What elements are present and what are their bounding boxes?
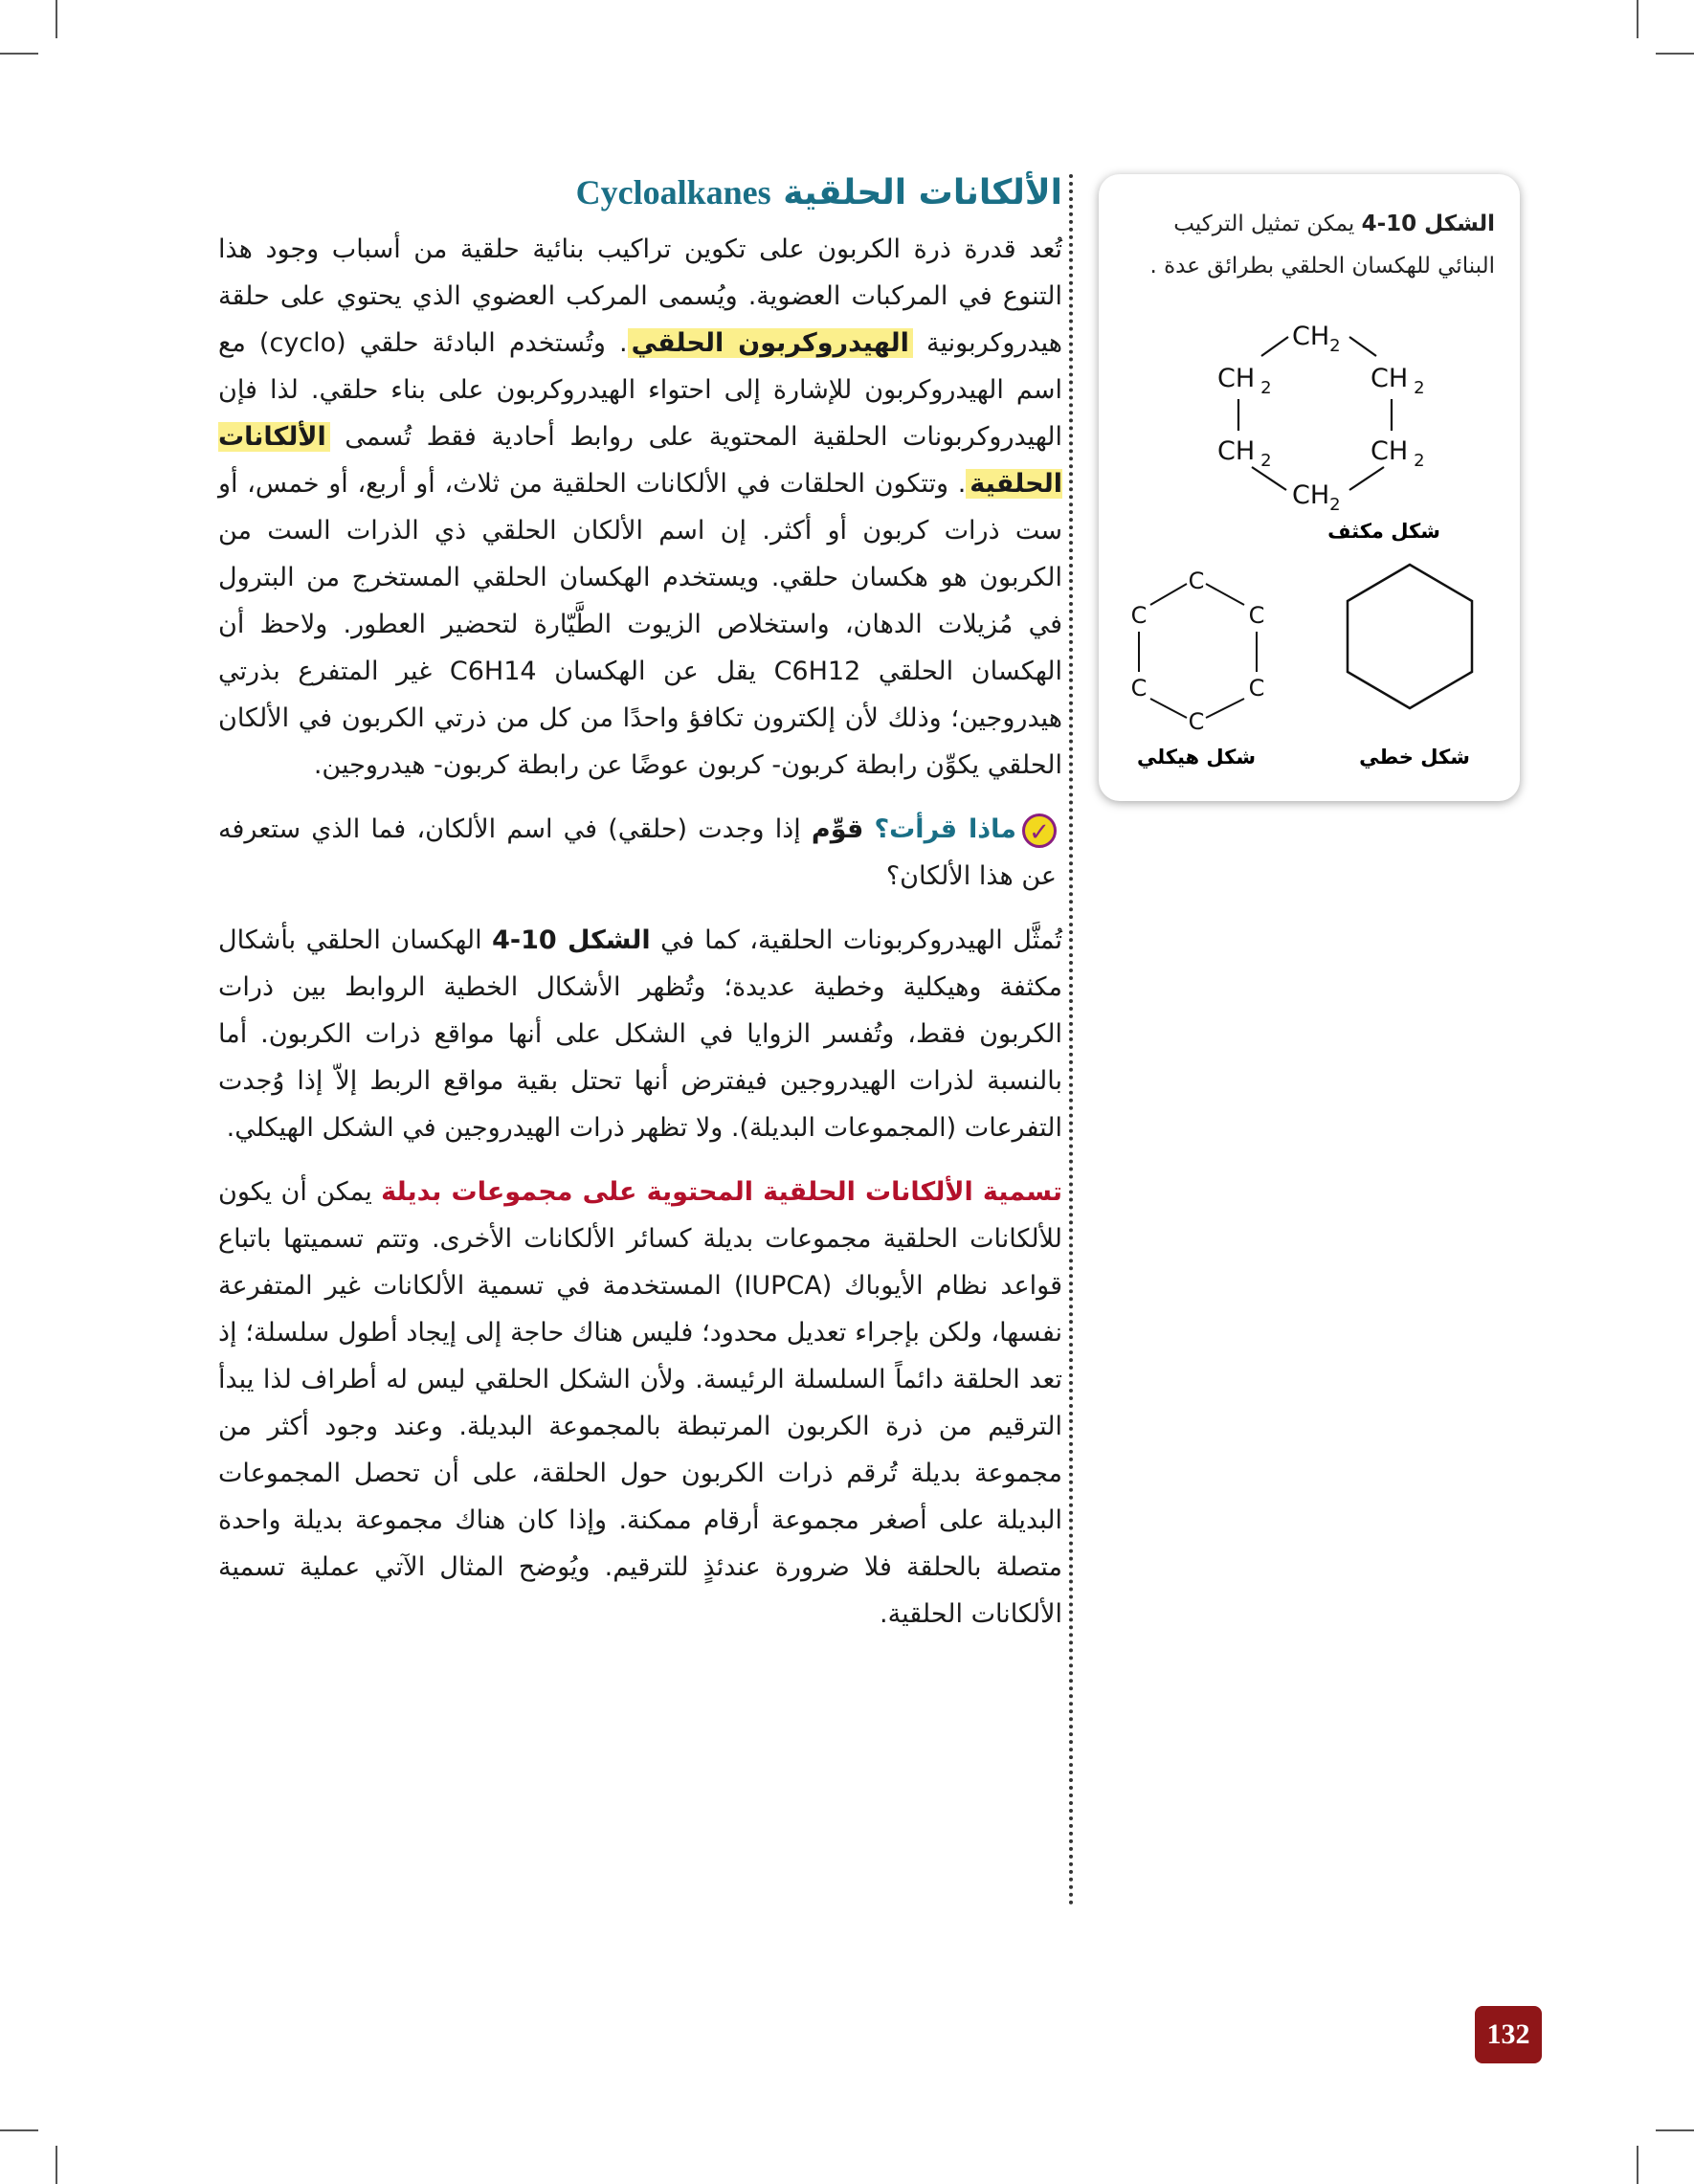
reading-check-label: ماذا قرأت؟ [874, 814, 1016, 844]
iupac-abbr: (IUPCA) [733, 1271, 833, 1301]
key-term-cyclic-hydrocarbon: الهيدروكربون الحلقي [628, 328, 913, 358]
c-top: C [1188, 568, 1205, 594]
reading-check-question: إذا وجدت (حلقي) في اسم الألكان، فما الذي ستعرفه عن هذا الألكان؟ [218, 814, 1057, 891]
prefix-cyclo: (cyclo) [258, 328, 346, 358]
page-number: 132 [1475, 2006, 1542, 2063]
main-column [218, 172, 1062, 1655]
ch2-lower-right: CH $_2$ [1371, 436, 1425, 471]
text-span: يمكن أن يكون للألكانات الحلقية مجموعات بديلة كسائر الألكانات الأخرى. وتتم تسميتها باتباع قواعد نظام الأيوباك [218, 1177, 1062, 1301]
text-span: غير المتفرع بذرتي هيدروجين؛ وذلك لأن إلكترون تكافؤ واحدًا من كل من ذرتي الكربون في الألكان الحلقي يكوِّن رابطة كربون- كربون عوضًا عن رابطة كربون- هيدروجين. [218, 657, 1062, 780]
section-title [218, 172, 1062, 212]
crop-mark [56, 0, 57, 38]
section-title-english: Cycloalkanes [575, 173, 771, 212]
hexagon-line-structure [1348, 565, 1472, 708]
subheading-substituted-cycloalkanes: تسمية الألكانات الحلقية المحتوية على مجموعات بديلة [381, 1177, 1063, 1207]
c-bottom: C [1188, 708, 1205, 735]
condensed-structure [1217, 322, 1425, 515]
skeletal-form-label: شكل هيكلي [1136, 746, 1257, 769]
crop-mark [1637, 2146, 1638, 2184]
condensed-form-label: شكل مكثف [1327, 520, 1440, 543]
text-span: تُعد قدرة ذرة الكربون على تكوين تراكيب بنائية حلقية من أسباب وجود هذا التنوع في المركبات العضوية. ويُسمى المركب العضوي الذي يحتوي على حلقة هيدروكربونية [218, 234, 1062, 358]
figure-panel [1099, 174, 1520, 801]
reading-check [218, 806, 1062, 900]
c-upper-right: C [1248, 602, 1265, 629]
crop-mark [1656, 2129, 1694, 2131]
c-lower-left: C [1130, 675, 1148, 702]
crop-mark [1656, 53, 1694, 55]
crop-mark [1637, 0, 1638, 38]
formula-cyclohexane: C6H12 [773, 657, 861, 686]
figure-label: الشكل 10-4 [1361, 212, 1495, 236]
text-span: الهكسان الحلقي بأشكال مكثفة وهيكلية وخطية عديدة؛ وتُظهر الأشكال الخطية الروابط بين ذرات الكربون فقط، وتُفسر الزوايا في الشكل على أنها مواقع ذرات الكربون. أما بالنسبة لذرات الهيدروجين فيفترض أنها تحتل بقية مواقع الربط إلاّ إذا وُجدت التفرعات (المجموعات البديلة). ولا تظهر ذرات الهيدروجين في الشكل الهيكلي. [218, 925, 1062, 1143]
ch2-bottom: $CH_2$ [1292, 480, 1341, 515]
c-lower-right: C [1248, 675, 1265, 702]
ch2-upper-left: CH $_2$ [1217, 364, 1272, 398]
ch2-lower-left: CH $_2$ [1217, 436, 1272, 471]
text-span: . وتُستخدم البادئة حلقي [345, 328, 628, 358]
ch2-upper-right: CH $_2$ [1371, 364, 1425, 398]
crop-mark [56, 2146, 57, 2184]
key-term-cycloalkanes: الألكانات الحلقية [218, 422, 1062, 499]
line-form-label: شكل خطي [1359, 746, 1470, 769]
cyclohexane-diagram [1099, 174, 1520, 801]
figure-reference: الشكل 10-4 [492, 925, 651, 955]
checkmark-icon: ✓ [1022, 813, 1057, 848]
paragraph-1 [218, 226, 1062, 789]
crop-mark [0, 53, 38, 55]
text-span: المستخدمة في تسمية الألكانات غير المتفرعة نفسها، ولكن بإجراء تعديل محدود؛ فليس هناك حاجة إلى إيجاد أطول سلسلة؛ إذ تعد الحلقة دائماً السلسلة الرئيسة. ولأن الشكل الحلقي ليس له أطراف لذا يبدأ الترقيم من ذرة الكربون المرتبطة بالمجموعة البديلة. وعند وجود أكثر من مجموعة بديلة تُرقم ذرات الكربون حول الحلقة، على أن تحصل المجموعات البديلة على أصغر مجموعة أرقام ممكنة. وإذا كان هناك مجموعة بديلة واحدة متصلة بالحلقة فلا ضرورة عندئذٍ للترقيم. ويُوضح المثال الآتي عملية تسمية الألكانات الحلقية. [218, 1271, 1062, 1629]
column-separator [1069, 174, 1073, 1906]
skeletal-bonds [1139, 584, 1257, 718]
section-title-arabic: الألكانات الحلقية [783, 173, 1062, 212]
paragraph-3 [218, 1169, 1062, 1638]
figure-caption-text: يمكن تمثيل التركيب البنائي للهكسان الحلقي بطرائق عدة . [1149, 212, 1495, 279]
crop-mark [0, 2129, 38, 2131]
c-upper-left: C [1130, 602, 1148, 629]
paragraph-2 [218, 917, 1062, 1151]
text-span: يقل عن الهكسان [536, 657, 774, 686]
skeletal-structure [1131, 568, 1265, 735]
ch2-top: $CH_2$ [1292, 322, 1341, 356]
text-span: تُمثَّل الهيدروكربونات الحلقية، كما في [650, 925, 1062, 955]
formula-hexane: C6H14 [449, 657, 537, 686]
text-span: مع اسم الهيدروكربون للإشارة إلى احتواء الهيدروكربون على بناء حلقي. لذا فإن الهيدروكربونات الحلقية المحتوية على روابط أحادية فقط تُسمى [218, 328, 1062, 452]
reading-check-verb: قوِّم [811, 814, 864, 844]
text-span: . وتتكون الحلقات في الألكانات الحلقية من ثلاث، أو أربع، أو خمس، أو ست ذرات كربون أو أكثر. إن اسم الألكان الحلقي ذي الذرات الست من الكربون هو هكسان حلقي. ويستخدم الهكسان الحلقي المستخرج من البترول في مُزيلات الدهان، واستخلاص الزيوت الطَّيّارة لتحضير العطور. ولاحظ أن الهكسان الحلقي [218, 469, 1062, 686]
